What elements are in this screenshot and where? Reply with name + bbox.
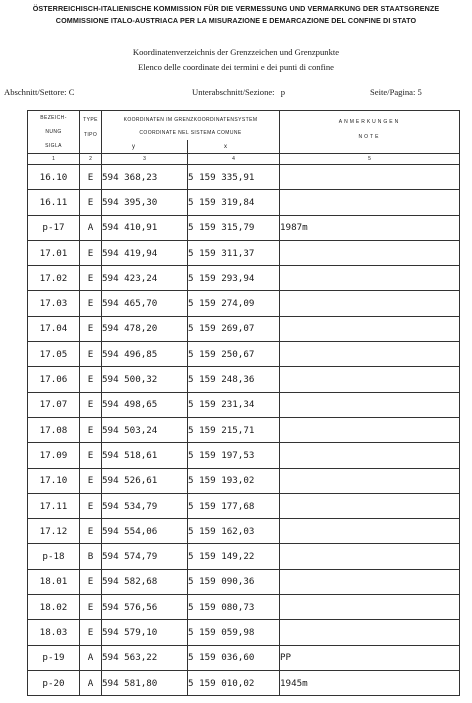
point-type: E	[80, 595, 102, 620]
point-type: E	[80, 620, 102, 645]
point-note	[280, 544, 460, 569]
y-coordinate: 594 500,32	[102, 367, 188, 392]
point-type: E	[80, 291, 102, 316]
y-coordinate: 594 419,94	[102, 240, 188, 265]
point-type: E	[80, 240, 102, 265]
column-number: 4	[188, 154, 280, 165]
point-note	[280, 392, 460, 417]
x-coordinate: 5 159 250,67	[188, 342, 280, 367]
point-code: p-20	[28, 670, 80, 695]
point-type: A	[80, 215, 102, 240]
point-note: 1987m	[280, 215, 460, 240]
point-note	[280, 620, 460, 645]
point-note	[280, 468, 460, 493]
y-coordinate: 594 582,68	[102, 569, 188, 594]
document-title-it: Elenco delle coordinate dei termini e dei punti di confine	[138, 62, 334, 72]
y-coordinate: 594 563,22	[102, 645, 188, 670]
table-row	[28, 215, 460, 240]
notes-column-header: ANMERKUNGEN NOTE	[280, 111, 460, 154]
point-code: p-17	[28, 215, 80, 240]
point-code: 17.07	[28, 392, 80, 417]
point-note	[280, 240, 460, 265]
page-value: 5	[417, 87, 422, 97]
y-coordinate: 594 503,24	[102, 417, 188, 442]
point-type: E	[80, 417, 102, 442]
y-coordinate: 594 534,79	[102, 493, 188, 518]
point-code: 17.11	[28, 493, 80, 518]
point-type: A	[80, 645, 102, 670]
x-coordinate: 5 159 059,98	[188, 620, 280, 645]
section-label: Abschnitt/Settore:	[4, 87, 67, 97]
y-coordinate: 594 498,65	[102, 392, 188, 417]
x-coordinate: 5 159 274,09	[188, 291, 280, 316]
table-row	[28, 443, 460, 468]
point-note	[280, 569, 460, 594]
point-type: E	[80, 519, 102, 544]
table-row	[28, 493, 460, 518]
table-row	[28, 316, 460, 341]
x-coordinate: 5 159 080,73	[188, 595, 280, 620]
point-note	[280, 190, 460, 215]
point-note	[280, 493, 460, 518]
commission-title-it: COMMISSIONE ITALO-AUSTRIACA PER LA MISURAZIONE E DEMARCAZIONE DEL CONFINE DI STATO	[55, 16, 417, 25]
x-coordinate: 5 159 197,53	[188, 443, 280, 468]
table-row	[28, 266, 460, 291]
point-code: 17.08	[28, 417, 80, 442]
column-number: 5	[280, 154, 460, 165]
table-row	[28, 670, 460, 695]
y-coordinate: 594 526,61	[102, 468, 188, 493]
x-coordinate: 5 159 162,03	[188, 519, 280, 544]
table-row	[28, 468, 460, 493]
point-code: p-19	[28, 645, 80, 670]
point-type: E	[80, 493, 102, 518]
x-coordinate: 5 159 248,36	[188, 367, 280, 392]
section-field	[4, 87, 74, 97]
x-coordinate: 5 159 010,02	[188, 670, 280, 695]
table-row	[28, 569, 460, 594]
code-column-header: BEZEICH- NUNG SIGLA	[28, 111, 80, 154]
point-code: 17.06	[28, 367, 80, 392]
table-row	[28, 367, 460, 392]
x-coordinate: 5 159 177,68	[188, 493, 280, 518]
point-type: E	[80, 443, 102, 468]
point-note	[280, 367, 460, 392]
point-note: 1945m	[280, 670, 460, 695]
point-type: E	[80, 367, 102, 392]
point-note	[280, 316, 460, 341]
point-note	[280, 342, 460, 367]
point-code: 16.11	[28, 190, 80, 215]
point-type: E	[80, 468, 102, 493]
point-note	[280, 417, 460, 442]
column-number: 2	[80, 154, 102, 165]
table-row	[28, 240, 460, 265]
x-coordinate: 5 159 311,37	[188, 240, 280, 265]
point-code: 18.01	[28, 569, 80, 594]
x-column-label: x	[224, 144, 228, 150]
point-type: E	[80, 266, 102, 291]
table-row	[28, 392, 460, 417]
column-number-row	[28, 154, 460, 165]
point-type: E	[80, 392, 102, 417]
x-coordinate: 5 159 215,71	[188, 417, 280, 442]
point-code: 17.03	[28, 291, 80, 316]
point-note: PP	[280, 645, 460, 670]
type-column-header: TYPE TIPO	[80, 111, 102, 154]
y-coordinate: 594 574,79	[102, 544, 188, 569]
table-row	[28, 291, 460, 316]
y-coordinate: 594 423,24	[102, 266, 188, 291]
table-row	[28, 519, 460, 544]
x-coordinate: 5 159 193,02	[188, 468, 280, 493]
coordinates-column-header	[102, 111, 280, 154]
y-coordinate: 594 518,61	[102, 443, 188, 468]
y-column-label: y	[132, 144, 136, 150]
point-code: p-18	[28, 544, 80, 569]
point-code: 17.02	[28, 266, 80, 291]
y-coordinate: 594 579,10	[102, 620, 188, 645]
table-row	[28, 342, 460, 367]
table-header-row	[28, 111, 460, 154]
point-code: 17.10	[28, 468, 80, 493]
table-row	[28, 165, 460, 190]
y-coordinate: 594 465,70	[102, 291, 188, 316]
document-title-de: Koordinatenverzeichnis der Grenzzeichen und Grenzpunkte	[132, 47, 340, 57]
subsection-value: p	[280, 87, 286, 97]
point-code: 17.04	[28, 316, 80, 341]
coords-header-de: KOORDINATEN IM GRENZKOORDINATENSYSTEM	[123, 117, 258, 123]
table-row	[28, 190, 460, 215]
x-coordinate: 5 159 149,22	[188, 544, 280, 569]
subsection-label: Unterabschnitt/Sezione:	[192, 87, 275, 97]
point-type: E	[80, 342, 102, 367]
y-coordinate: 594 410,91	[102, 215, 188, 240]
x-coordinate: 5 159 335,91	[188, 165, 280, 190]
table-row	[28, 417, 460, 442]
x-coordinate: 5 159 293,94	[188, 266, 280, 291]
page-field	[370, 87, 422, 97]
point-code: 18.03	[28, 620, 80, 645]
point-type: E	[80, 569, 102, 594]
y-coordinate: 594 395,30	[102, 190, 188, 215]
subsection-field	[192, 87, 285, 97]
x-coordinate: 5 159 269,07	[188, 316, 280, 341]
point-type: E	[80, 316, 102, 341]
column-number: 1	[28, 154, 80, 165]
page-label: Seite/Pagina:	[370, 87, 416, 97]
x-coordinate: 5 159 036,60	[188, 645, 280, 670]
table-row	[28, 645, 460, 670]
section-value: C	[68, 87, 75, 97]
point-note	[280, 519, 460, 544]
x-coordinate: 5 159 090,36	[188, 569, 280, 594]
coordinates-table	[27, 110, 460, 696]
point-note	[280, 595, 460, 620]
point-code: 16.10	[28, 165, 80, 190]
y-coordinate: 594 496,85	[102, 342, 188, 367]
point-note	[280, 291, 460, 316]
coords-header-it: COORDINATE NEL SISTEMA COMUNE	[139, 130, 242, 136]
point-code: 18.02	[28, 595, 80, 620]
point-code: 17.05	[28, 342, 80, 367]
y-coordinate: 594 368,23	[102, 165, 188, 190]
column-number: 3	[102, 154, 188, 165]
table-row	[28, 620, 460, 645]
table-row	[28, 544, 460, 569]
point-type: A	[80, 670, 102, 695]
y-coordinate: 594 581,80	[102, 670, 188, 695]
y-coordinate: 594 478,20	[102, 316, 188, 341]
point-code: 17.01	[28, 240, 80, 265]
x-coordinate: 5 159 319,84	[188, 190, 280, 215]
point-note	[280, 443, 460, 468]
x-coordinate: 5 159 231,34	[188, 392, 280, 417]
point-type: E	[80, 190, 102, 215]
point-code: 17.12	[28, 519, 80, 544]
table-row	[28, 595, 460, 620]
y-coordinate: 594 554,06	[102, 519, 188, 544]
point-type: B	[80, 544, 102, 569]
y-coordinate: 594 576,56	[102, 595, 188, 620]
commission-title-de: ÖSTERREICHISCH-ITALIENISCHE KOMMISSION FÜR DIE VERMESSUNG UND VERMARKUNG DER STAATSGRENZE	[32, 4, 440, 13]
x-coordinate: 5 159 315,79	[188, 215, 280, 240]
point-code: 17.09	[28, 443, 80, 468]
point-type: E	[80, 165, 102, 190]
point-note	[280, 266, 460, 291]
point-note	[280, 165, 460, 190]
